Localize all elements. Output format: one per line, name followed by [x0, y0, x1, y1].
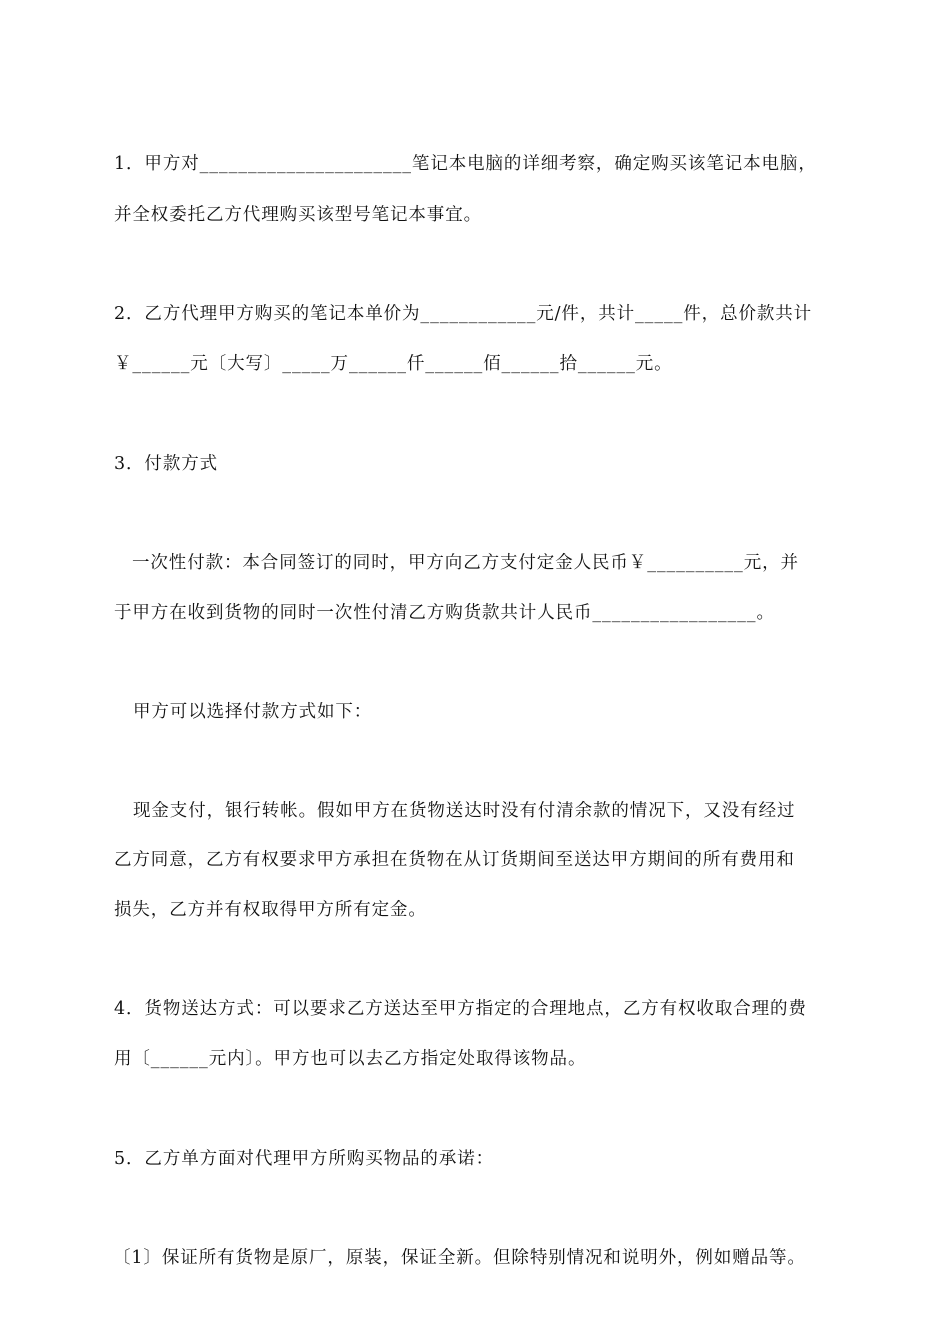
clause-4-line-2: 用〔______元内〕。甲方也可以去乙方指定处取得该物品。 [114, 1049, 587, 1069]
payment-terms-line-2: 乙方同意，乙方有权要求甲方承担在货物在从订货期间至送达甲方期间的所有费用和 [114, 850, 795, 870]
payment-options-intro: 甲方可以选择付款方式如下： [133, 702, 373, 722]
clause-4-line-1: 4．货物送达方式：可以要求乙方送达至甲方指定的合理地点，乙方有权收取合理的费 [114, 999, 807, 1019]
lump-sum-line-1: 一次性付款：本合同签订的同时，甲方向乙方支付定金人民币￥__________元，并 [132, 553, 799, 573]
clause-5-item-1: 〔1〕保证所有货物是原厂，原装，保证全新。但除特别情况和说明外，例如赠品等。 [113, 1248, 806, 1268]
clause-1-line-2: 并全权委托乙方代理购买该型号笔记本事宜。 [114, 205, 482, 225]
payment-terms-line-1: 现金支付，银行转帐。假如甲方在货物送达时没有付清余款的情况下，又没有经过 [133, 801, 796, 821]
payment-terms-line-3: 损失，乙方并有权取得甲方所有定金。 [114, 900, 427, 920]
clause-2-line-1: 2．乙方代理甲方购买的笔记本单价为____________元/件，共计_____件，总价款共计 [114, 304, 813, 324]
lump-sum-line-2: 于甲方在收到货物的同时一次性付清乙方购货款共计人民币_________________。 [114, 603, 775, 623]
clause-5-heading: 5．乙方单方面对代理甲方所购买物品的承诺： [114, 1149, 495, 1169]
clause-3-heading: 3．付款方式 [114, 454, 219, 474]
clause-1-line-1: 1．甲方对______________________笔记本电脑的详细考察，确定购买该笔记本电脑， [114, 154, 817, 174]
clause-2-line-2: ￥______元〔大写〕_____万______仟______佰______拾______元。 [114, 354, 673, 374]
